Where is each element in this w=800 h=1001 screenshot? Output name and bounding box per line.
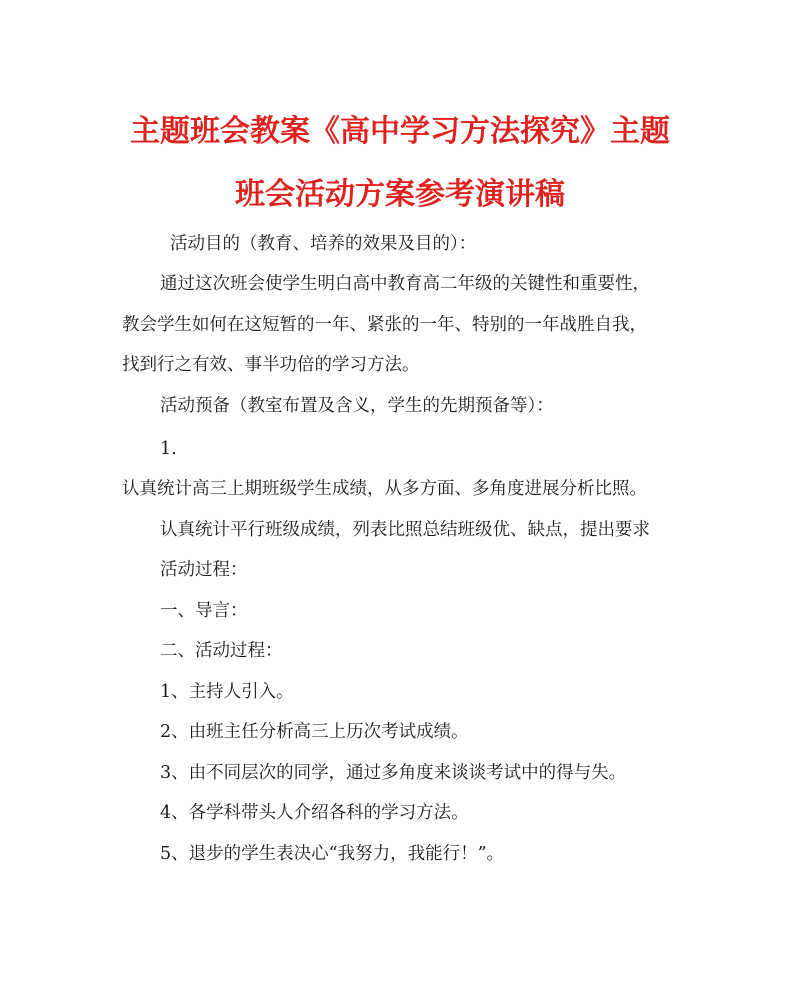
list-item-3: 3、由不同层次的同学，通过多角度来谈谈考试中的得与失。: [160, 763, 627, 783]
paragraph-purpose-line-3: 找到行之有效、事半功倍的学习方法。: [122, 355, 420, 375]
list-number-1: 1.: [160, 439, 177, 459]
paragraph-purpose-line-1: 通过这次班会使学生明白高中教育高二年级的关键性和重要性，: [160, 274, 650, 294]
list-item-1: 1、主持人引入。: [160, 682, 294, 702]
heading-activity-process: 活动过程：: [160, 560, 248, 580]
list-item-5: 5、退步的学生表决心“我努力，我能行！”。: [160, 844, 505, 864]
section-activity-process: 二、活动过程：: [160, 641, 283, 661]
list-item-2: 2、由班主任分析高三上历次考试成绩。: [160, 722, 469, 742]
section-introduction: 一、导言：: [160, 601, 248, 621]
paragraph-activity-preparation: 活动预备（教室布置及含义，学生的先期预备等）：: [160, 396, 554, 416]
paragraph-activity-purpose: 活动目的（教育、培养的效果及目的）：: [170, 234, 477, 254]
paragraph-statistics-1: 认真统计高三上期班级学生成绩，从多方面、多角度进展分析比照。: [122, 479, 647, 499]
document-title-line-2: 班会活动方案参考演讲稿: [235, 177, 565, 212]
paragraph-purpose-line-2: 教会学生如何在这短暂的一年、紧张的一年、特别的一年战胜自我，: [122, 315, 647, 335]
document-title-line-1: 主题班会教案《高中学习方法探究》主题: [130, 114, 670, 149]
paragraph-statistics-2: 认真统计平行班级成绩，列表比照总结班级优、缺点，提出要求: [160, 520, 650, 540]
list-item-4: 4、各学科带头人介绍各科的学习方法。: [160, 803, 469, 823]
